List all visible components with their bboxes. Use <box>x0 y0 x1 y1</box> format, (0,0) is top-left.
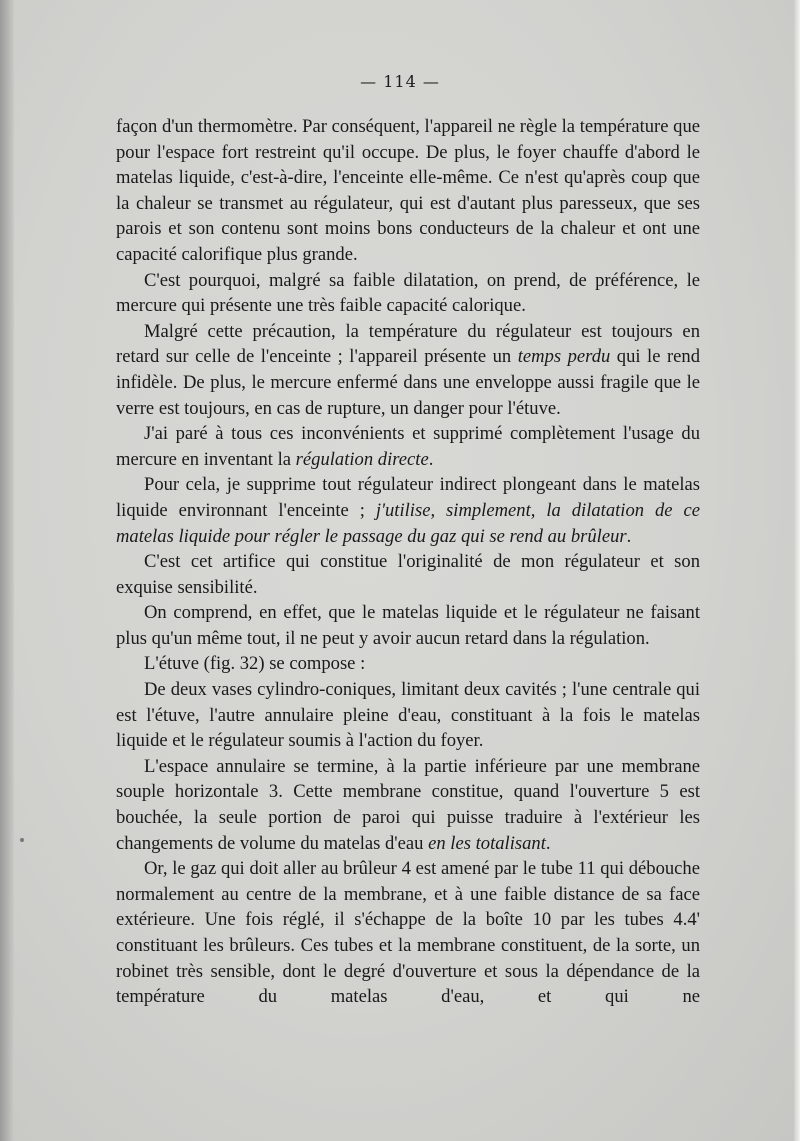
text-run: C'est pourquoi, malgré sa faible dilatation, on prend, de préférence, le mercure qui présente une très faible capacité calorique. <box>116 269 700 317</box>
text-run: façon d'un thermomètre. Par conséquent, l'appareil ne règle la température que pour l'espace fort restreint qu'il occupe. De plus, le foyer chauffe d'abord le matelas liquide, c'est-à-dire, l'enceinte elle-même. Ce n'est qu'après coup que la chaleur se transmet au régulateur, qui est d'autant plus paresseux, que ses parois et son contenu sont moins bons conducteurs de la chaleur et ont une capacité calorifique plus grande. <box>116 116 700 265</box>
paragraph <box>116 754 700 856</box>
text-run: L'espace annulaire se termine, à la partie inférieure par une membrane souple horizontale 3. Cette membrane constitue, quand l'ouverture 5 est bouchée, la seule portion de paroi qui puisse traduire à l'extérieur les changements de volume du matelas d'eau <box>116 755 700 854</box>
page-edge <box>794 0 800 1141</box>
binding-shadow <box>0 0 14 1141</box>
text-run: L'étuve (fig. 32) se compose : <box>144 653 366 675</box>
paragraph <box>116 319 700 421</box>
text-run: De deux vases cylindro-coniques, limitant deux cavités ; l'une centrale qui est l'étuve, l'autre annulaire pleine d'eau, constituant à la fois le matelas liquide et le régulateur soumis à l'action du foyer. <box>116 679 700 752</box>
paragraph <box>116 472 700 549</box>
text-run: . <box>545 832 551 854</box>
paragraph <box>116 549 700 600</box>
page-number: — 114 — <box>360 72 440 91</box>
text-run: Or, le gaz qui doit aller au brûleur 4 est amené par le tube 11 qui débouche normalement au centre de la membrane, et à une faible distance de sa face extérieure. Une fois réglé, il s'échappe de la boîte 10 par les tubes 4.4' constituant les brûleurs. Ces tubes et la membrane constituent, de la sorte, un robinet très sensible, dont le degré d'ouverture et sous la dépendance de la température du matelas d'eau, et qui ne <box>116 858 700 1008</box>
text-run: Pour cela, je supprime tout régulateur indirect plongeant dans le matelas liquide environnant l'enceinte ; <box>116 474 700 521</box>
paragraph <box>116 114 700 268</box>
italic-text: en les totalisant <box>428 832 546 854</box>
text-run: J'ai paré à tous ces inconvénients et supprimé complètement l'usage du mercure en inventant la <box>116 423 700 470</box>
text-run: Malgré cette précaution, la température du régulateur est toujours en retard sur celle de l'enceinte ; l'appareil présente un <box>116 320 700 368</box>
ink-speck <box>20 838 24 842</box>
paragraph <box>116 600 700 651</box>
paragraph <box>116 856 700 1010</box>
paragraph <box>116 421 700 472</box>
text-run: . <box>626 525 632 547</box>
paragraph <box>116 268 700 319</box>
italic-text: j'utilise, simplement, la dilatation de ce matelas liquide pour régler le passage du gaz qui se rend au brûleur <box>116 499 700 547</box>
body-text <box>116 114 700 1010</box>
text-run: . <box>428 448 434 470</box>
paragraph <box>116 651 700 677</box>
italic-text: régulation directe <box>295 448 429 470</box>
paragraph <box>116 677 700 754</box>
text-run: qui le rend infidèle. De plus, le mercure enfermé dans une enveloppe aussi fragile que le verre est toujours, en cas de rupture, un danger pour l'étuve. <box>116 346 700 419</box>
text-run: On comprend, en effet, que le matelas liquide et le régulateur ne faisant plus qu'un même tout, il ne peut y avoir aucun retard dans la régulation. <box>116 602 700 649</box>
italic-text: temps perdu <box>517 346 611 368</box>
text-run: C'est cet artifice qui constitue l'originalité de mon régulateur et son exquise sensibilité. <box>116 551 700 598</box>
